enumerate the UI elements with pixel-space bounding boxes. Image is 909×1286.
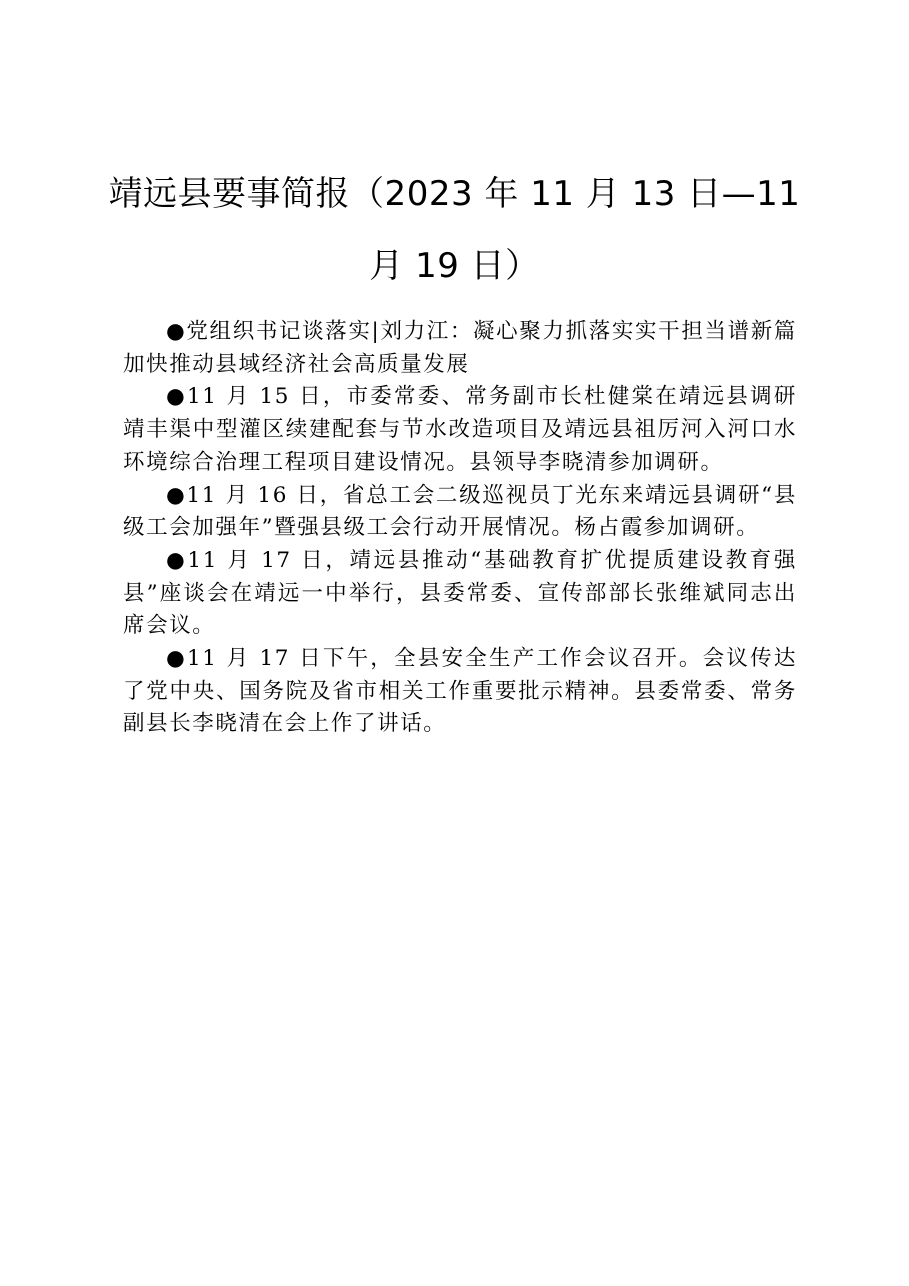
news-item: ●11 月 17 日下午，全县安全生产工作会议召开。会议传达了党中央、国务院及省市相关工作重要批示精神。县委常委、常务副县长李晓清在会上作了讲话。 [123,646,797,737]
document-title [100,158,809,302]
title-line-2: 月 19 日） [369,246,540,286]
title-line-1: 靖远县要事简报（2023 年 11 月 13 日—11 [108,174,801,214]
news-item: ●党组织书记谈落实|刘力江：凝心聚力抓落实实干担当谱新篇加快推动县域经济社会高质量发展 [123,319,797,377]
news-item: ●11 月 15 日，市委常委、常务副市长杜健棠在靖远县调研靖丰渠中型灌区续建配套与节水改造项目及靖远县祖厉河入河口水环境综合治理工程项目建设情况。县领导李晓清参加调研。 [123,384,797,475]
news-item: ●11 月 17 日，靖远县推动“基础教育扩优提质建设教育强县”座谈会在靖远一中举行，县委常委、宣传部部长张维斌同志出席会议。 [123,547,797,639]
document-body [123,316,797,741]
news-item: ●11 月 16 日，省总工会二级巡视员丁光东来靖远县调研“县级工会加强年”暨强县级工会行动开展情况。杨占霞参加调研。 [123,482,797,541]
